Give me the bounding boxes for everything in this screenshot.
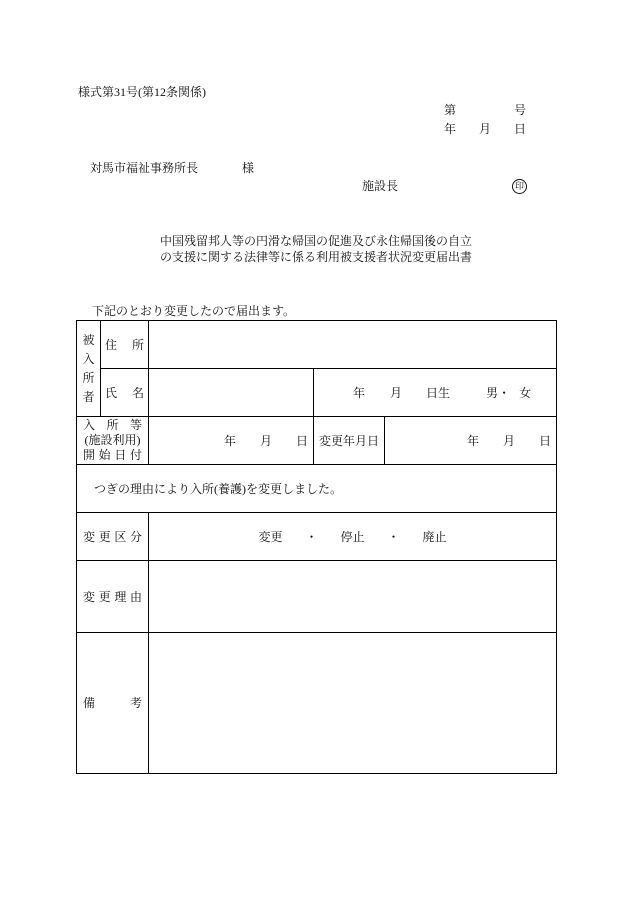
category-label-cell xyxy=(77,513,149,561)
name-field xyxy=(149,369,314,417)
seal-mark xyxy=(512,179,527,194)
label-character: 始 xyxy=(98,448,111,462)
change-date-label: 変更年月日 xyxy=(318,433,379,448)
address-row xyxy=(77,321,557,369)
label-character: 入 xyxy=(82,351,95,366)
birth-sex-line xyxy=(314,386,556,400)
label-character: 所 xyxy=(131,337,144,352)
change-month-unit: 月 xyxy=(502,433,515,448)
start-label-line-1 xyxy=(77,418,148,433)
start-label-line-3 xyxy=(77,448,148,463)
category-options-cell xyxy=(149,513,557,561)
start-label-line-2: (施設利用) xyxy=(84,433,141,447)
change-notification-table xyxy=(76,320,557,774)
label-character: 付 xyxy=(129,448,142,462)
reason-label xyxy=(77,590,148,604)
addressee-name: 対馬市福祉事務所長 xyxy=(90,161,199,175)
dates-row xyxy=(77,417,557,465)
remarks-row xyxy=(77,633,557,774)
label-character: 等 xyxy=(129,418,142,432)
remarks-label-cell xyxy=(77,633,149,774)
name-label xyxy=(101,386,148,400)
form-number: 様式第31号(第12条関係) xyxy=(78,85,206,99)
label-character: 変 xyxy=(83,529,96,544)
change-day-unit: 日 xyxy=(539,433,552,448)
statement-row xyxy=(77,465,557,513)
start-day-unit: 日 xyxy=(295,433,308,448)
doc-number-suffix: 号 xyxy=(514,103,527,117)
change-date xyxy=(385,434,556,448)
reason-field xyxy=(149,561,557,633)
label-character: 名 xyxy=(131,385,144,400)
statement-cell xyxy=(77,465,557,513)
reason-label-cell xyxy=(77,561,149,633)
statement-text: つぎの理由により入所(養護)を変更しました。 xyxy=(94,481,342,496)
sex-female: 女 xyxy=(519,385,532,400)
document-title xyxy=(160,233,472,265)
label-character: 入 xyxy=(83,418,96,432)
change-date-label-cell xyxy=(314,417,385,465)
option-suspend: 停止 xyxy=(340,529,365,544)
header-date-month: 月 xyxy=(479,122,492,136)
label-character: 理 xyxy=(114,589,127,604)
intro-text: 下記のとおり変更したので届出ます。 xyxy=(92,304,296,318)
name-label-cell xyxy=(101,369,149,417)
start-date-field xyxy=(149,417,314,465)
option-separator: ・ xyxy=(387,529,400,544)
label-character: 日 xyxy=(114,448,127,462)
start-year-unit: 年 xyxy=(223,433,236,448)
table-body xyxy=(77,321,557,774)
option-abolish: 廃止 xyxy=(422,529,447,544)
category-label xyxy=(77,530,148,544)
sex-separator: ・ xyxy=(498,385,511,400)
doc-number-prefix: 第 xyxy=(444,103,457,117)
addressee-honorific: 様 xyxy=(242,161,255,175)
label-character: 更 xyxy=(98,529,111,544)
label-character: 所 xyxy=(82,370,95,385)
remarks-label xyxy=(77,696,148,710)
sender-title: 施設長 xyxy=(362,179,399,193)
title-line-2: の支援に関する法律等に係る利用被支援者状況変更届出書 xyxy=(160,250,473,264)
category-row xyxy=(77,513,557,561)
change-date-field xyxy=(385,417,557,465)
label-character: 所 xyxy=(106,418,119,432)
label-character: 者 xyxy=(82,389,95,404)
start-month-unit: 月 xyxy=(259,433,272,448)
seal-text: 印 xyxy=(514,181,524,191)
address-label xyxy=(101,338,148,352)
label-character: 由 xyxy=(129,589,142,604)
option-change: 変更 xyxy=(258,529,283,544)
label-character: 考 xyxy=(129,696,142,710)
birth-year-unit: 年 xyxy=(353,385,366,400)
label-character: 更 xyxy=(98,589,111,604)
resident-label xyxy=(77,331,100,407)
birth-day-unit: 日生 xyxy=(426,385,451,400)
label-character: 住 xyxy=(105,337,118,352)
start-label-cell xyxy=(77,417,149,465)
resident-label-cell xyxy=(77,321,101,417)
category-options xyxy=(149,530,556,544)
sex-male: 男 xyxy=(486,385,499,400)
address-field xyxy=(149,321,557,369)
header-date-day: 日 xyxy=(514,122,527,136)
birth-month-unit: 月 xyxy=(390,385,403,400)
title-line-1: 中国残留邦人等の円滑な帰国の促進及び永住帰国後の自立 xyxy=(160,234,473,248)
remarks-field xyxy=(149,633,557,774)
start-date xyxy=(149,434,313,448)
label-character: 分 xyxy=(129,529,142,544)
address-label-cell xyxy=(101,321,149,369)
label-character: 開 xyxy=(83,448,96,462)
label-character: 氏 xyxy=(105,385,118,400)
birth-sex-cell xyxy=(314,369,557,417)
label-character: 変 xyxy=(83,589,96,604)
name-row xyxy=(77,369,557,417)
change-year-unit: 年 xyxy=(466,433,479,448)
reason-row xyxy=(77,561,557,633)
label-character: 被 xyxy=(82,332,95,347)
option-separator: ・ xyxy=(305,529,318,544)
label-character: 備 xyxy=(83,696,96,710)
header-date-year: 年 xyxy=(444,122,457,136)
label-character: 区 xyxy=(114,529,127,544)
